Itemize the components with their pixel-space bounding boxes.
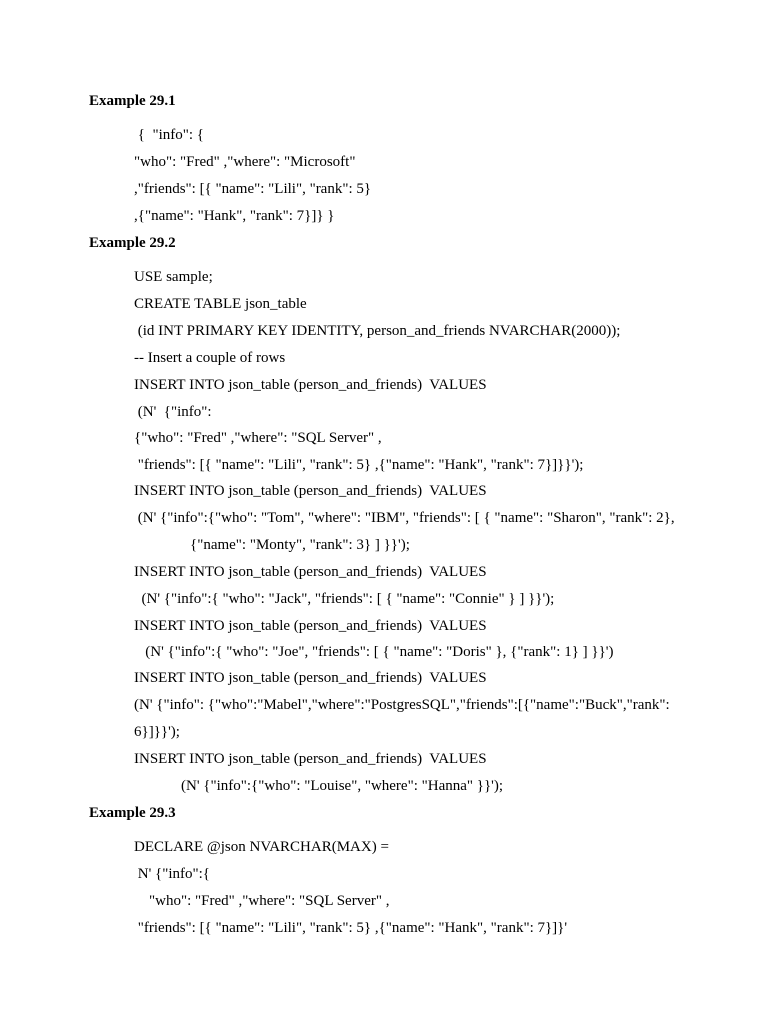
code-line: N' {"info":{: [134, 866, 211, 882]
code-line: "friends": [{ "name": "Lili", "rank": 5} ,{"name": "Hank", "rank": 7}]}}');: [134, 457, 584, 473]
code-line: "who": "Fred" ,"where": "Microsoft": [134, 154, 356, 170]
code-line: (N' {"info":: [134, 404, 212, 420]
example-heading: Example 29.1: [89, 93, 176, 109]
example-heading: Example 29.2: [89, 235, 176, 251]
code-line: (N' {"info":{"who": "Tom", "where": "IBM", "friends": [ { "name": "Sharon", "rank": 2},: [134, 510, 675, 526]
code-line: (id INT PRIMARY KEY IDENTITY, person_and_friends NVARCHAR(2000));: [134, 323, 621, 339]
code-line: "friends": [{ "name": "Lili", "rank": 5} ,{"name": "Hank", "rank": 7}]}': [134, 920, 568, 936]
code-line: -- Insert a couple of rows: [134, 350, 286, 366]
code-line: INSERT INTO json_table (person_and_friends) VALUES: [134, 618, 487, 634]
code-line: {"who": "Fred" ,"where": "SQL Server" ,: [134, 430, 382, 446]
code-line: INSERT INTO json_table (person_and_friends) VALUES: [134, 377, 487, 393]
code-line: ,{"name": "Hank", "rank": 7}]} }: [134, 208, 335, 224]
code-line: INSERT INTO json_table (person_and_friends) VALUES: [134, 564, 487, 580]
code-line: INSERT INTO json_table (person_and_friends) VALUES: [134, 670, 487, 686]
code-line: USE sample;: [134, 269, 213, 285]
code-line: INSERT INTO json_table (person_and_friends) VALUES: [134, 751, 487, 767]
code-line: CREATE TABLE json_table: [134, 296, 307, 312]
code-line: 6}]}}');: [134, 724, 180, 740]
code-line: ,"friends": [{ "name": "Lili", "rank": 5}: [134, 181, 372, 197]
code-line: (N' {"info":{"who": "Louise", "where": "Hanna" }}');: [181, 778, 504, 794]
code-line: (N' {"info": {"who":"Mabel","where":"PostgresSQL","friends":[{"name":"Buck","rank":: [134, 697, 670, 713]
code-line: "who": "Fred" ,"where": "SQL Server" ,: [134, 893, 390, 909]
code-line: INSERT INTO json_table (person_and_friends) VALUES: [134, 483, 487, 499]
code-line: (N' {"info":{ "who": "Jack", "friends": [ { "name": "Connie" } ] }}');: [134, 591, 555, 607]
example-heading: Example 29.3: [89, 805, 176, 821]
code-line: { "info": {: [134, 127, 204, 143]
code-line: DECLARE @json NVARCHAR(MAX) =: [134, 839, 389, 855]
code-line: (N' {"info":{ "who": "Joe", "friends": [ { "name": "Doris" }, {"rank": 1} ] }}'): [134, 644, 614, 660]
code-line: {"name": "Monty", "rank": 3} ] }}');: [190, 537, 410, 553]
